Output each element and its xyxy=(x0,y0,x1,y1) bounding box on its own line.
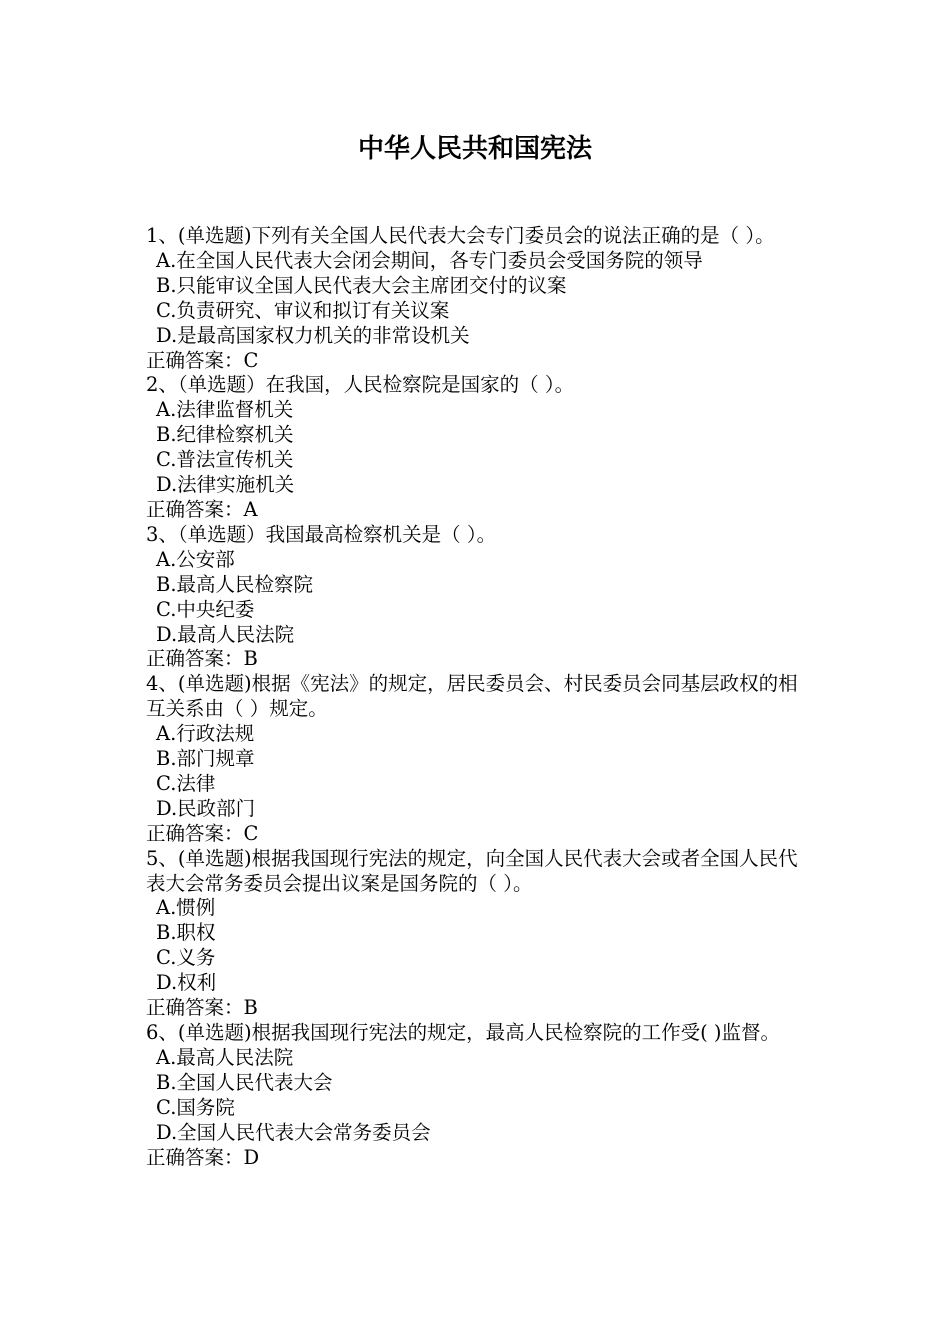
option-d: D.民政部门 xyxy=(156,796,256,820)
option-a: A.行政法规 xyxy=(156,722,255,746)
option-b: B.纪律检察机关 xyxy=(156,423,294,447)
option-a: A.公安部 xyxy=(156,547,235,571)
answer-label: 正确答案： xyxy=(146,821,244,845)
question-text: 2、（单选题）在我国，人民检察院是国家的（ ）。 xyxy=(146,373,575,397)
option-a: A.惯例 xyxy=(156,896,216,920)
correct-answer xyxy=(146,349,816,374)
correct-answer xyxy=(146,647,816,672)
question-5 xyxy=(146,847,816,1021)
question-6 xyxy=(146,1021,816,1170)
answer-value: D xyxy=(243,1145,260,1169)
answer-value: C xyxy=(243,348,259,372)
answer-value: A xyxy=(243,497,258,521)
correct-answer xyxy=(146,822,816,847)
answer-value: B xyxy=(243,647,258,671)
correct-answer xyxy=(146,1146,816,1171)
answer-label: 正确答案： xyxy=(146,348,244,372)
question-3 xyxy=(146,523,816,672)
correct-answer xyxy=(146,498,816,523)
option-d: D.法律实施机关 xyxy=(156,473,295,497)
answer-label: 正确答案： xyxy=(146,497,244,521)
option-c: C.法律 xyxy=(156,771,216,795)
answer-value: B xyxy=(243,996,258,1020)
page-title: 中华人民共和国宪法 xyxy=(357,134,592,164)
option-b: B.部门规章 xyxy=(156,747,255,771)
question-list xyxy=(146,224,816,1170)
option-c: C.中央纪委 xyxy=(156,597,255,621)
answer-label: 正确答案： xyxy=(146,1145,244,1169)
option-b: B.职权 xyxy=(156,921,216,945)
option-b: B.最高人民检察院 xyxy=(156,572,314,596)
question-text: 4、(单选题)根据《宪法》的规定，居民委员会、村民委员会同基层政权的相互关系由（ ）规定。 xyxy=(146,672,798,721)
correct-answer xyxy=(146,996,816,1021)
question-2 xyxy=(146,373,816,522)
option-c: C.普法宣传机关 xyxy=(156,448,294,472)
question-text: 3、（单选题）我国最高检察机关是（ ）。 xyxy=(146,522,497,546)
answer-label: 正确答案： xyxy=(146,647,244,671)
option-b: B.全国人民代表大会 xyxy=(156,1070,333,1094)
option-b: B.只能审议全国人民代表大会主席团交付的议案 xyxy=(156,273,567,297)
option-d: D.全国人民代表大会常务委员会 xyxy=(156,1120,431,1144)
question-text: 6、(单选题)根据我国现行宪法的规定，最高人民检察院的工作受( )监督。 xyxy=(146,1021,781,1044)
option-d: D.最高人民法院 xyxy=(156,622,295,646)
question-1 xyxy=(146,224,816,373)
option-d: D.是最高国家权力机关的非常设机关 xyxy=(156,323,470,347)
question-text: 5、(单选题)根据我国现行宪法的规定，向全国人民代表大会或者全国人民代表大会常务委员会提出议案是国务院的（ ）。 xyxy=(146,846,798,895)
question-4 xyxy=(146,672,816,846)
answer-label: 正确答案： xyxy=(146,996,244,1020)
option-d: D.权利 xyxy=(156,971,217,995)
option-c: C.国务院 xyxy=(156,1095,235,1119)
option-a: A.最高人民法院 xyxy=(156,1045,294,1069)
option-a: A.法律监督机关 xyxy=(156,398,294,422)
option-a: A.在全国人民代表大会闭会期间，各专门委员会受国务院的领导 xyxy=(156,248,703,272)
option-c: C.义务 xyxy=(156,946,216,970)
answer-value: C xyxy=(243,821,259,845)
question-text: 1、(单选题)下列有关全国人民代表大会专门委员会的说法正确的是（ ）。 xyxy=(146,224,775,247)
option-c: C.负责研究、审议和拟订有关议案 xyxy=(156,298,450,322)
